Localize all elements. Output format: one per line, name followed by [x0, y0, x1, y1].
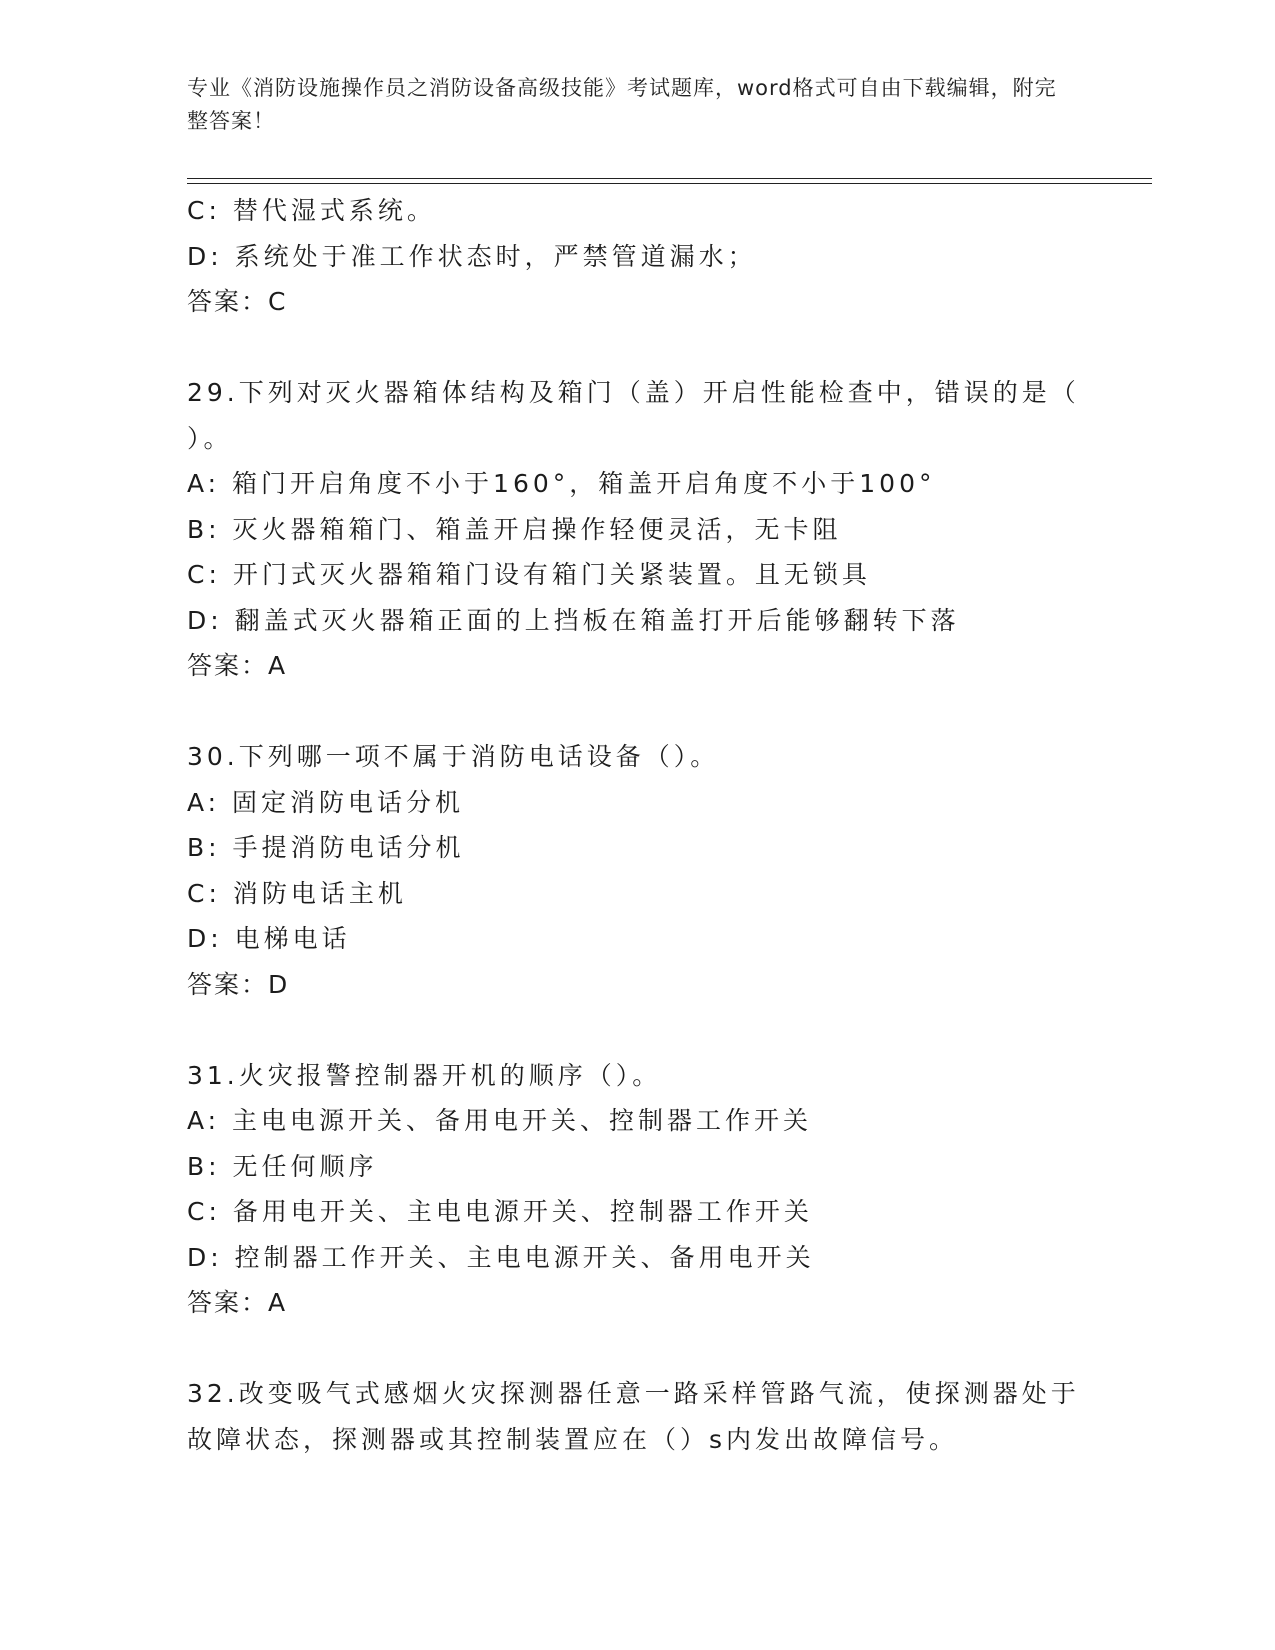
spacer — [187, 325, 1087, 371]
option-a: A: 固定消防电话分机 — [187, 787, 465, 817]
header-rule-top — [187, 178, 1152, 179]
option-c: C: 消防电话主机 — [187, 878, 407, 908]
question-30 — [187, 734, 1087, 1007]
question-stem-continued: 故障状态，探测器或其控制装置应在（）s内发出故障信号。 — [187, 1424, 959, 1454]
question-28-continued — [187, 188, 1087, 325]
option-b: B: 手提消防电话分机 — [187, 833, 465, 862]
answer-label: 答案：A — [187, 651, 288, 680]
option-c: C: 替代湿式系统。 — [187, 196, 436, 225]
option-a: A: 箱门开启角度不小于160°，箱盖开启角度不小于100° — [187, 469, 936, 498]
question-stem: 30.下列哪一项不属于消防电话设备（）。 — [187, 742, 720, 771]
answer-label: 答案：D — [187, 969, 290, 999]
question-stem: 29.下列对灭火器箱体结构及箱门（盖）开启性能检查中，错误的是（ — [187, 378, 1080, 407]
spacer — [187, 1007, 1087, 1053]
option-b: B: 灭火器箱箱门、箱盖开启操作轻便灵活，无卡阻 — [187, 514, 842, 544]
question-32 — [187, 1371, 1087, 1462]
answer-label: 答案：C — [187, 287, 288, 316]
option-d: D: 控制器工作开关、主电电源开关、备用电开关 — [187, 1242, 815, 1272]
header-text: 专业《消防设施操作员之消防设备高级技能》考试题库，word格式可自由下载编辑，附完整答案！ — [187, 76, 1057, 133]
header-rule-bottom — [187, 183, 1152, 184]
question-stem-continued: ）。 — [187, 423, 233, 453]
answer-label: 答案：A — [187, 1288, 288, 1317]
question-stem: 31.火灾报警控制器开机的顺序（）。 — [187, 1060, 662, 1090]
question-stem: 32.改变吸气式感烟火灾探测器任意一路采样管路气流，使探测器处于 — [187, 1379, 1080, 1408]
document-header — [187, 72, 1067, 138]
question-31 — [187, 1053, 1087, 1326]
option-b: B: 无任何顺序 — [187, 1151, 378, 1181]
option-d: D: 系统处于准工作状态时，严禁管道漏水； — [187, 241, 757, 271]
option-d: D: 电梯电话 — [187, 924, 351, 953]
question-list — [187, 188, 1087, 1462]
spacer — [187, 689, 1087, 735]
option-d: D: 翻盖式灭火器箱正面的上挡板在箱盖打开后能够翻转下落 — [187, 605, 960, 635]
question-29 — [187, 370, 1087, 689]
spacer — [187, 1326, 1087, 1372]
option-c: C: 开门式灭火器箱箱门设有箱门关紧装置。且无锁具 — [187, 560, 871, 589]
option-a: A: 主电电源开关、备用电开关、控制器工作开关 — [187, 1106, 813, 1135]
option-c: C: 备用电开关、主电电源开关、控制器工作开关 — [187, 1197, 813, 1226]
